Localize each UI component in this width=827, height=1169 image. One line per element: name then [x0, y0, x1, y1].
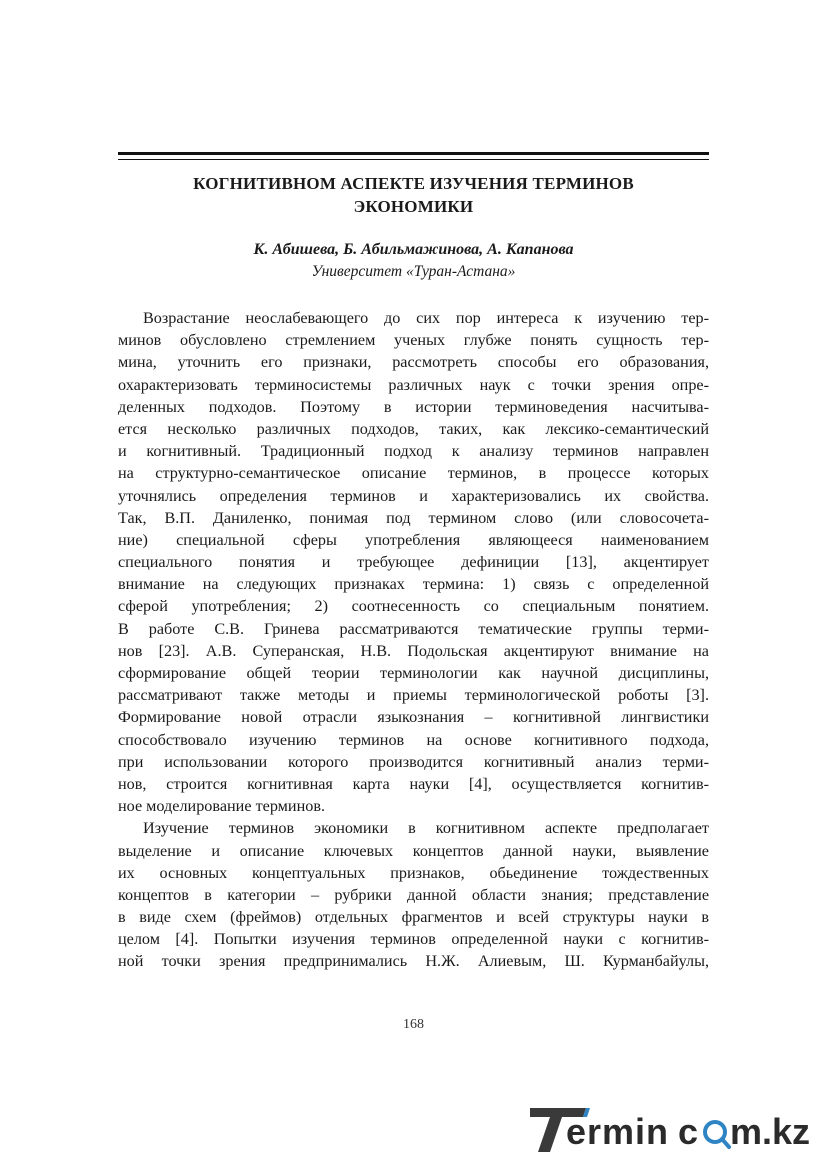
body-line: ние) специальной сферы употребления являющееся наименованием [118, 530, 709, 549]
magnifier-icon [705, 1122, 729, 1147]
body-line: специального понятия и требующее дефиниции [13], акцентирует [118, 553, 709, 572]
body-line: ется несколько различных подходов, таких, как лексико-семантический [118, 419, 709, 438]
authors: К. Абишева, Б. Абильмажинова, А. Капанова [253, 241, 574, 258]
body-line: на структурно-семантическое описание терминов, в процессе которых [118, 464, 709, 483]
body-line: уточнялись определения терминов и характеризовались их свойства. [118, 486, 709, 505]
body-line: Так, В.П. Даниленко, понимая под термином слово (или словосочета- [118, 508, 709, 527]
body-line: при использовании которого производится когнитивный анализ терми- [118, 752, 709, 771]
logo-text-c: c [678, 1111, 699, 1152]
body-line: Формирование новой отрасли языкознания – когнитивной лингвистики [118, 708, 709, 727]
affiliation: Университет «Туран-Астана» [311, 263, 516, 280]
body-line: охарактеризовать терминосистемы различных наук с точки зрения опре- [118, 375, 709, 394]
body-line: ное моделирование терминов. [118, 797, 326, 816]
body-line: и когнитивный. Традиционный подход к анализу терминов направлен [118, 442, 709, 461]
body-line: мина, уточнить его признаки, рассмотреть способы его образования, [118, 353, 709, 372]
body-line: сферой употребления; 2) соотнесенность со специальным понятием. [118, 597, 709, 616]
article-title-line-1: КОГНИТИВНОМ АСПЕКТЕ ИЗУЧЕНИЯ ТЕРМИНОВ [193, 174, 634, 193]
body-line: целом [4]. Попытки изучения терминов определенной науки с когнитив- [118, 930, 709, 949]
body-line: нов [23]. А.В. Суперанская, Н.В. Подольская акцентируют внимание на [118, 641, 709, 660]
body-line: их основных концептуальных признаков, обьединение тождественных [118, 863, 709, 882]
body-line: ной точки зрения предпринимались Н.Ж. Алиевым, Ш. Курманбайулы, [118, 952, 709, 971]
body-line: в виде схем (фреймов) отдельных фрагментов и всей структуры науки в [118, 908, 709, 927]
header-rule-thick [118, 152, 709, 155]
termincom-logo [528, 1102, 818, 1154]
article-title-line-2: ЭКОНОМИКИ [353, 197, 474, 216]
body-line: деленных подходов. Поэтому в истории терминоведения насчитыва- [118, 397, 709, 416]
body-line: Изучение терминов экономики в когнитивном аспекте предполагает [143, 819, 709, 838]
body-line: способствовало изучению терминов на основе когнитивного подхода, [118, 730, 709, 749]
page-number: 168 [403, 1017, 424, 1032]
body-line: внимание на следующих признаках термина: 1) связь с определенной [118, 575, 709, 594]
body-line: минов обусловлено стремлением ученых глубже понять сущность тер- [118, 331, 709, 350]
body-line: рассматривают также методы и приемы терминологической роботы [3]. [118, 686, 709, 705]
body-line: нов, строится когнитивная карта науки [4], осуществляется когнитив- [118, 774, 709, 793]
article-title [118, 172, 709, 218]
logo-text-left: ermin [566, 1111, 670, 1152]
article-body [118, 307, 709, 973]
header-rule-thin [118, 159, 709, 160]
body-line: В работе С.В. Гринева рассматриваются тематические группы терми- [118, 619, 709, 638]
body-line: выделение и описание ключевых концептов данной науки, выявление [118, 841, 709, 860]
body-line: сформирование общей теории терминологии как научной дисциплины, [118, 664, 709, 682]
body-line: концептов в категории – рубрики данной области знания; представление [118, 885, 709, 904]
body-line: Возрастание неослабевающего до сих пор интереса к изучению тер- [143, 309, 709, 327]
logo-text-right: m.kz [730, 1111, 811, 1152]
